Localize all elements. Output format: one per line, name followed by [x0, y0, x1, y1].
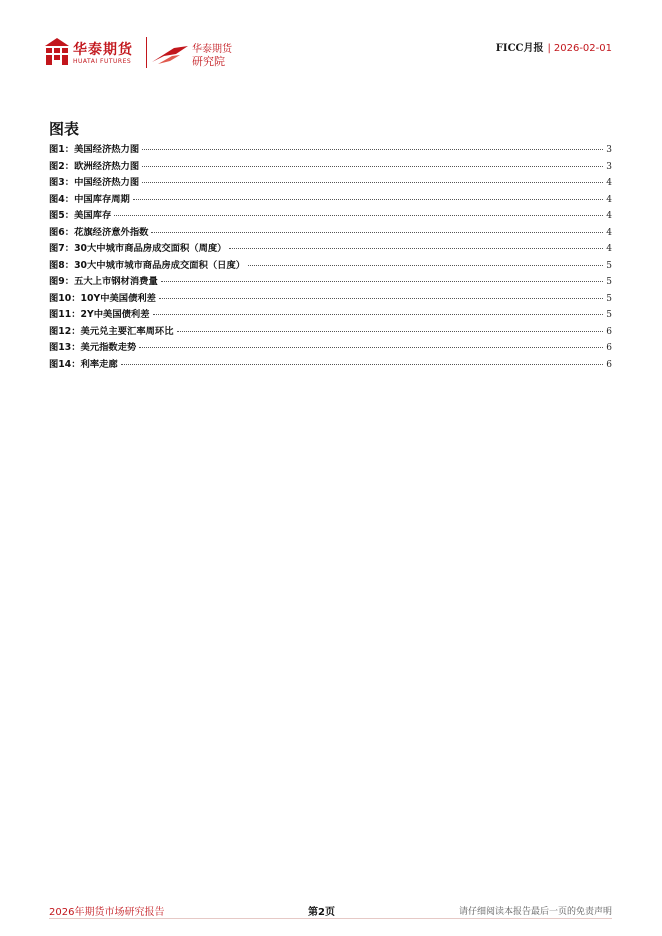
toc-entry-label: 图3：中国经济热力图: [49, 177, 140, 188]
huatai-futures-logo: [45, 38, 140, 68]
toc-entry-label: 图9：五大上市钢材消费量: [49, 276, 158, 287]
toc-leader-dots: [142, 182, 603, 183]
toc-entry-page: 6: [606, 359, 612, 370]
research-wing-icon: [150, 42, 190, 66]
toc-entry[interactable]: [49, 208, 612, 225]
logo-english-name: HUATAI FUTURES: [73, 58, 132, 65]
toc-entry-page: 5: [606, 293, 612, 304]
footer-disclaimer-note: 请仔细阅读本报告最后一页的免责声明: [458, 907, 612, 917]
logo-chinese-name: 华泰期货: [73, 42, 133, 58]
toc-entry-page: 4: [606, 244, 612, 254]
toc-leader-dots: [161, 281, 604, 282]
logo-divider: [146, 37, 147, 68]
toc-entry[interactable]: [49, 324, 612, 341]
toc-entry-page: 3: [606, 161, 612, 172]
toc-leader-dots: [229, 248, 603, 249]
toc-entry-page: 4: [606, 211, 612, 221]
toc-entry-label: 图8：30大中城市城市商品房成交面积（日度）: [49, 259, 246, 271]
toc-leader-dots: [248, 265, 603, 266]
report-tag-separator: |: [547, 43, 551, 54]
toc-entry-page: 6: [606, 326, 612, 337]
toc-entry-label: 图11：2Y中美国债利差: [49, 309, 150, 320]
footer-report-name: 2026年期货市场研究报告: [49, 907, 165, 918]
toc-entry[interactable]: [49, 225, 612, 242]
toc-leader-dots: [142, 166, 603, 167]
toc-entry-page: 4: [606, 194, 612, 205]
toc-entry[interactable]: [49, 159, 612, 176]
research-logo-line1: 华泰期货: [192, 44, 232, 55]
page-header: [0, 0, 662, 80]
toc-entry[interactable]: [49, 142, 612, 159]
toc-leader-dots: [151, 232, 603, 233]
toc-leader-dots: [142, 149, 603, 150]
toc-entry[interactable]: [49, 357, 612, 374]
toc-leader-dots: [114, 215, 603, 216]
footer-page-number: 第2页: [308, 907, 335, 918]
toc-entry-page: 5: [606, 310, 612, 320]
toc-leader-dots: [159, 298, 603, 299]
toc-entry[interactable]: [49, 192, 612, 209]
research-logo-line2: 研究院: [192, 55, 225, 68]
toc-entry-page: 5: [606, 277, 612, 287]
toc-leader-dots: [121, 364, 604, 365]
toc-entry-label: 图1：美国经济热力图: [49, 144, 140, 155]
toc-entry[interactable]: [49, 241, 612, 258]
toc-entry-page: 5: [606, 260, 612, 271]
report-kind: FICC月报: [495, 43, 544, 54]
toc-leader-dots: [133, 199, 603, 200]
toc-leader-dots: [139, 347, 603, 348]
toc-entry[interactable]: [49, 307, 612, 324]
toc-entry-page: 4: [606, 178, 612, 188]
toc-entry[interactable]: [49, 258, 612, 275]
research-institute-logo: [150, 38, 240, 68]
toc-entry-label: 图13：美元指数走势: [49, 342, 137, 353]
toc-entry[interactable]: [49, 340, 612, 357]
toc-entry[interactable]: [49, 291, 612, 308]
huatai-house-mark-icon: [45, 38, 69, 66]
toc-entry-label: 图12：美元兑主要汇率周环比: [49, 325, 174, 337]
report-date: 2026-02-01: [553, 43, 612, 54]
toc-entry-label: 图4：中国库存周期: [49, 193, 130, 205]
toc-entry-label: 图5：美国库存: [49, 210, 112, 221]
toc-entry-label: 图10：10Y中美国债利差: [49, 292, 156, 304]
toc-entry[interactable]: [49, 175, 612, 192]
report-tag: [496, 39, 612, 54]
toc-entry-label: 图2：欧洲经济热力图: [49, 160, 140, 172]
toc-entry-label: 图7：30大中城市商品房成交面积（周度）: [49, 243, 227, 254]
toc-title: 图表: [49, 120, 80, 138]
toc-entry-page: 3: [606, 145, 612, 155]
toc-entry[interactable]: [49, 274, 612, 291]
toc-entry-label: 图6：花旗经济意外指数: [49, 226, 149, 238]
toc-leader-dots: [177, 331, 604, 332]
toc-entry-label: 图14：利率走廊: [49, 358, 118, 370]
footer-divider: [49, 918, 612, 919]
toc-entry-page: 6: [606, 343, 612, 353]
figure-toc-list: [49, 142, 612, 373]
toc-leader-dots: [153, 314, 604, 315]
toc-entry-page: 4: [606, 227, 612, 238]
